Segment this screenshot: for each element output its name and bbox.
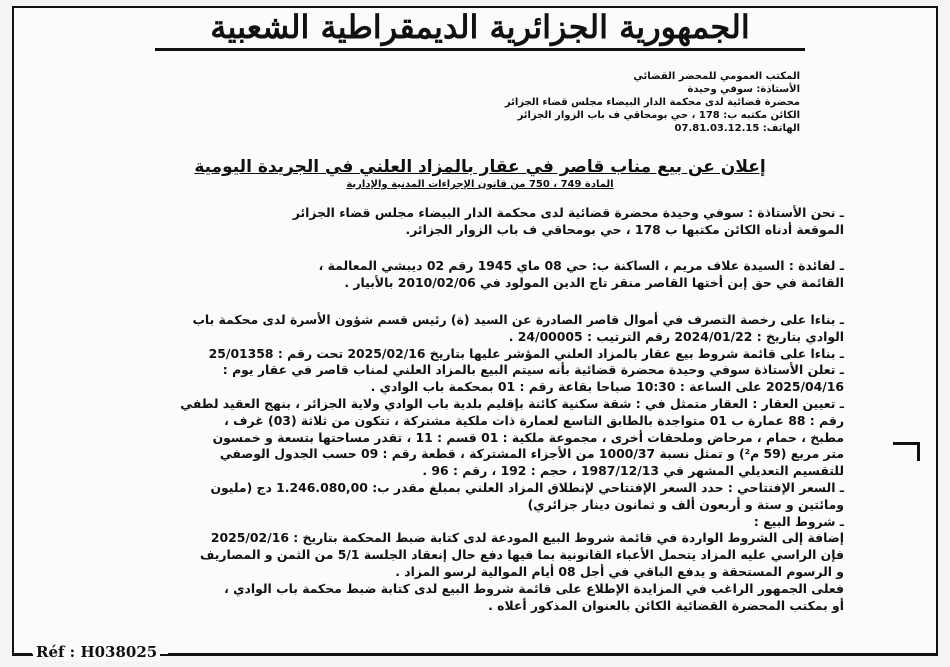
notice-title: إعلان عن بيع مناب قاصر في عقار بالمزاد العلني في الجريدة اليومية	[194, 157, 766, 177]
text-line: ـ بناءا على قائمة شروط بيع عقار بالمزاد العلني المؤشر عليها بتاريخ 2025/02/16 تحت رقم : 25/01358	[208, 345, 844, 361]
text-line: رقم : 88 عمارة ب 01 متواجدة بالطابق التاسع لعمارة ذات ملكية مشتركة ، تتكون من ثلاثة (03) غرف ،	[224, 412, 844, 428]
text-line: القائمة في حق إبن أختها القاصر منقر تاج الدين المولود في 2010/02/06 بالأبيار .	[344, 274, 844, 290]
text-line: متر مربع (59 م²) و تمثل نسبة 1000/37 من الأجزاء المشتركة ، قطعة رقم : 09 حسب الجدول الوصفي	[219, 446, 844, 462]
text-line: الوادي بتاريخ : 2024/01/22 رقم الترتيب : 24/00005 .	[508, 328, 844, 344]
corner-mark	[893, 442, 920, 461]
notice-subtitle: المادة 749 ، 750 من قانون الإجراءات المدنية والإدارية	[346, 179, 614, 190]
footer-rule-right	[168, 653, 936, 655]
text-line: ـ تعلن الأستاذة سوفي وحيدة محضرة قضائية بأنه سيتم البيع بالمزاد العلني لمناب قاصر في عقار يوم :	[222, 362, 844, 378]
text-line: ـ شروط البيع :	[753, 513, 844, 529]
text-line: أو بمكتب المحضرة القضائية الكائن بالعنوان المذكور أعلاه .	[488, 597, 844, 613]
footer-rule-left	[14, 653, 32, 655]
office-line: الأستاذة: سوفي وحيدة	[687, 84, 800, 95]
bailiff-office-header	[380, 70, 800, 135]
text-line: إضافة إلى الشروط الواردة في قائمة شروط البيع المودعة لدى كتابة ضبط المحكمة بتاريخ : 2025/02/16	[210, 530, 844, 546]
office-line: محضرة قضائية لدى محكمة الدار البيضاء مجلس قضاء الجزائر	[504, 97, 800, 108]
title-underline	[155, 48, 805, 51]
text-line: ـ تعيين العقار : العقار متمثل في : شقة سكنية كائنة بإقليم بلدية باب الوادي ولاية الجزائر ، بنهج العقيد لطفي	[180, 395, 844, 411]
text-line: الموقعة أدناه الكائن مكتبها ب 178 ، حي بومحاقي ف باب الزوار الجزائر.	[405, 221, 844, 237]
text-line: مطبخ ، حمام ، مرحاض وملحقات أخرى ، مجموعة ملكية : 01 قسم : 11 ، تقدر مساحتها بتسعة و خمسون	[212, 429, 844, 445]
reference-number: Réf : H038025	[33, 643, 160, 661]
text-line: ـ نحن الأستاذة : سوفي وحيدة محضرة قضائية لدى محكمة الدار البيضاء مجلس قضاء الجزائر	[292, 205, 844, 220]
office-phone: الهاتف: 07.81.03.12.15	[674, 123, 800, 134]
paragraph-beneficiary	[22, 258, 844, 292]
office-line: الكائن مكتبه ب: 178 ، حي بومحاقي ف باب الزوار الجزائر	[517, 110, 800, 121]
text-line: ومائتين و ستة و أربعون ألف و ثمانون دينار جزائري)	[527, 496, 844, 512]
text-line: فإن الراسي عليه المزاد يتحمل الأعباء القانونية بما فيها دفع حال إنعقاد الجلسة 5/1 من الثمن و المصاريف	[199, 547, 844, 563]
text-line: 2025/04/16 على الساعة : 10:30 صباحا بقاعة رقم : 01 بمحكمة باب الوادي .	[370, 379, 844, 395]
paragraph-sale-details	[22, 312, 844, 614]
paragraph-bailiff	[22, 205, 844, 239]
republic-title: الجمهورية الجزائرية الديمقراطية الشعبية	[210, 8, 750, 46]
text-line: و الرسوم المستحقة و يدفع الباقي في أجل 08 أيام الموالية لرسو المزاد .	[395, 563, 844, 579]
text-line: للتقسيم التعديلي المشهر في 1987/12/13 ، حجم : 192 ، رقم : 96 .	[422, 463, 844, 479]
text-line: ـ لفائدة : السيدة علاف مريم ، الساكنة ب: حي 08 ماي 1945 رقم 02 ديبشي المعالمة ،	[318, 258, 844, 273]
text-line: ـ السعر الإفتتاحي : حدد السعر الإفتتاحي لإنطلاق المزاد العلني بمبلغ مقدر ب: 1.246.080,00 دج (مليون	[210, 479, 844, 495]
text-line: فعلى الجمهور الراغب في المزايدة الإطلاع على قائمة شروط البيع لدى كتابة ضبط محكمة باب الوادي ،	[224, 580, 844, 596]
office-line: المكتب العمومي للمحضر القضائي	[633, 71, 800, 82]
text-line: ـ بناءا على رخصة التصرف في أموال قاصر الصادرة عن السيد (ة) رئيس قسم شؤون الأسرة لدى محكمة باب	[192, 312, 844, 327]
